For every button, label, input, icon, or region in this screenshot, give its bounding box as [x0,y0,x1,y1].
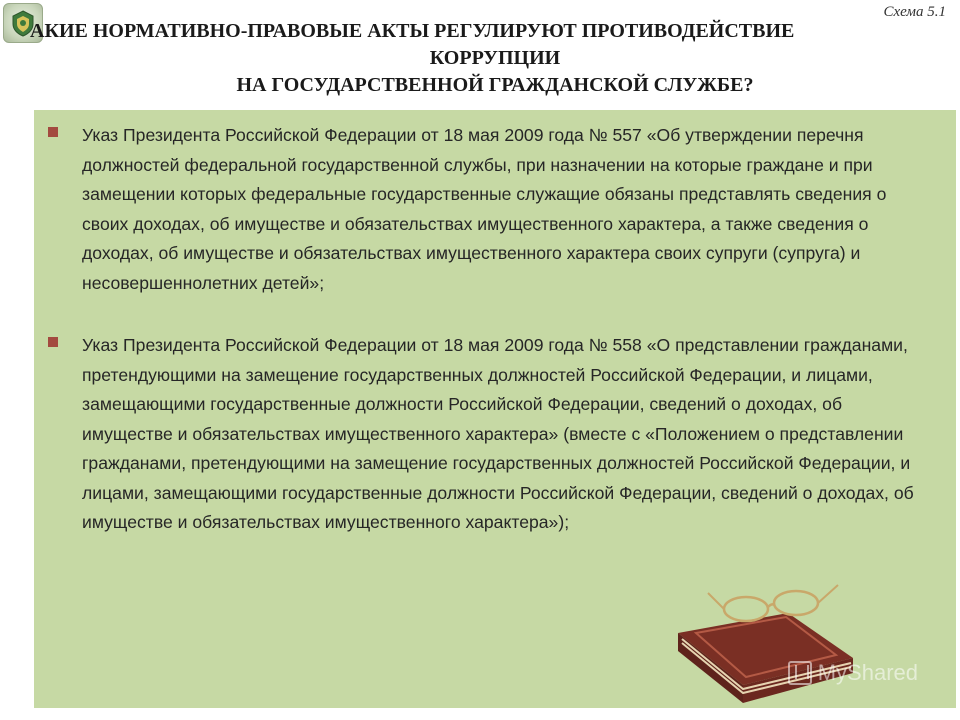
content-panel [34,110,956,708]
list-item [82,331,927,538]
list-item-text: Указ Президента Российской Федерации от 18 мая 2009 года № 558 «О представлении гражданами, претендующими на замещение государственных должностей Российской Федерации, и лицами, замещающими государственные должности Российской Федерации, сведений о доходах, об имуществе и обязательствах имущественного характера» (вместе с «Положением о представлении гражданами, претендующими на замещение государственных должностей Российской Федерации, и лицами, замещающими государственные должности Российской Федерации, сведений о доходах, об имуществе и обязательствах имущественного характера»); [82,335,914,532]
page-title [30,18,960,99]
square-bullet-icon [48,127,58,137]
scheme-label: Схема 5.1 [883,4,946,20]
square-bullet-icon [48,337,58,347]
watermark-logo-icon [788,661,812,685]
watermark [788,660,918,686]
list-item-text: Указ Президента Российской Федерации от 18 мая 2009 года № 557 «Об утверждении перечня должностей федеральной государственной службы, при назначении на которые граждане и при замещении которых федеральные государственные служащие обязаны представлять сведения о своих доходах, об имуществе и обязательствах имущественного характера, а также сведения о доходах, об имуществе и обязательствах имущественного характера своих супруги (супруга) и несовершеннолетних детей»; [82,125,887,293]
watermark-text: MyShared [817,660,918,685]
title-line-1: АКИЕ НОРМАТИВНО-ПРАВОВЫЕ АКТЫ РЕГУЛИРУЮТ ПРОТИВОДЕЙСТВИЕ [30,20,795,42]
title-line-3: НА ГОСУДАРСТВЕННОЙ ГРАЖДАНСКОЙ СЛУЖБЕ? [236,74,754,96]
list-item [82,121,927,298]
title-line-2: КОРРУПЦИИ [429,47,561,69]
